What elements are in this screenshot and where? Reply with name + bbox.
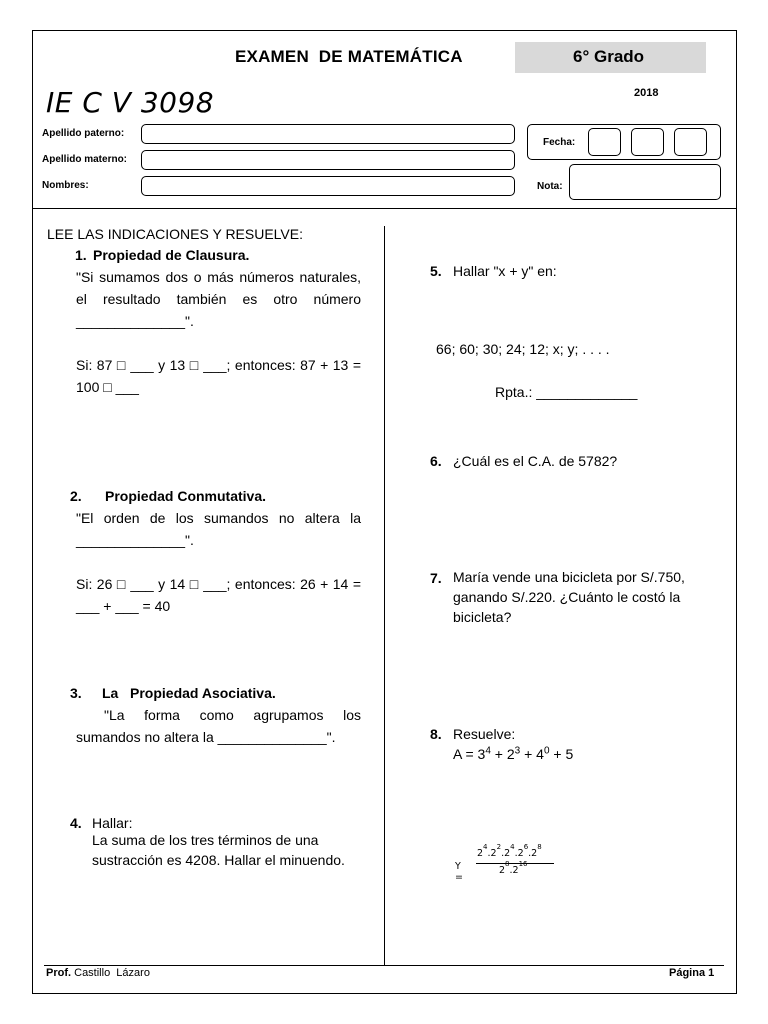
fraction-denominator: $2^8.2^{16}$ (499, 860, 528, 876)
q1-number: 1. (75, 247, 87, 263)
apellido-materno-field[interactable] (141, 150, 515, 170)
q3-text: "La forma como agrupamos los sumandos no altera la ______________". (76, 707, 361, 745)
exam-title: EXAMEN DE MATEMÁTICA (235, 47, 463, 66)
q7-number: 7. (430, 570, 442, 586)
q5-answer: Rpta.: _____________ (495, 384, 638, 400)
header-divider (32, 208, 737, 209)
q7-text: María vende una bicicleta por S/.750, ganando S/.220. ¿Cuánto le costó la bicicleta? (453, 569, 685, 625)
footer-page: Página 1 (669, 967, 715, 979)
q3-title: La Propiedad Asociativa. (102, 685, 276, 701)
q3-number: 3. (70, 685, 82, 701)
apellido-paterno-label: Apellido paterno: (42, 128, 125, 139)
school-name: IE C V 3098 (46, 86, 215, 119)
q4-number: 4. (70, 815, 82, 831)
footer-divider (44, 965, 724, 966)
nombres-field[interactable] (141, 176, 515, 196)
q8-number: 8. (430, 726, 442, 742)
apellido-materno-label: Apellido materno: (42, 154, 128, 165)
nota-label: Nota: (537, 181, 563, 192)
fraction-lhs: Y = (455, 861, 463, 883)
nota-field[interactable] (569, 164, 721, 200)
fraction-bar (476, 863, 554, 864)
q8-title: Resuelve: (453, 726, 516, 742)
year-label: 2018 (634, 87, 659, 99)
q5-text: Hallar "x + y" en: (453, 263, 557, 279)
q1-example: Si: 87 □ ___ y 13 □ ___; entonces: 87 + 13 = 100 □ ___ (76, 357, 361, 395)
q1-text: "Si sumamos dos o más números naturales, el resultado también es otro número ______________". (76, 269, 361, 329)
column-divider (384, 226, 385, 966)
q5-number: 5. (430, 263, 442, 279)
fecha-label: Fecha: (543, 137, 576, 148)
instructions: LEE LAS INDICACIONES Y RESUELVE: (47, 226, 303, 242)
footer-prof: Prof. Castillo Lázaro (46, 967, 150, 979)
q2-example: Si: 26 □ ___ y 14 □ ___; entonces: 26 + 14 = ___ + ___ = 40 (76, 576, 361, 614)
q8-expression: $A = 3^4 + 2^3 + 4^0 + 5$ (453, 745, 574, 762)
fecha-day-field[interactable] (588, 128, 621, 156)
q4-title: Hallar: (92, 815, 133, 831)
q2-text: "El orden de los sumandos no altera la ______________". (76, 510, 361, 548)
q4-text: La suma de los tres términos de una sustracción es 4208. Hallar el minuendo. (92, 832, 345, 868)
nombres-label: Nombres: (42, 180, 89, 191)
apellido-paterno-field[interactable] (141, 124, 515, 144)
grade-label: 6° Grado (573, 47, 645, 66)
q6-text: ¿Cuál es el C.A. de 5782? (453, 453, 618, 469)
q2-title: Propiedad Conmutativa. (105, 488, 267, 504)
q1-title: Propiedad de Clausura. (93, 247, 250, 263)
q6-number: 6. (430, 453, 442, 469)
q5-sequence: 66; 60; 30; 24; 12; x; y; . . . . (436, 341, 610, 357)
fecha-year-field[interactable] (674, 128, 707, 156)
fraction-numerator: $2^4.2^2.2^4.2^6.2^8$ (477, 843, 542, 859)
q2-number: 2. (70, 488, 82, 504)
fecha-month-field[interactable] (631, 128, 664, 156)
